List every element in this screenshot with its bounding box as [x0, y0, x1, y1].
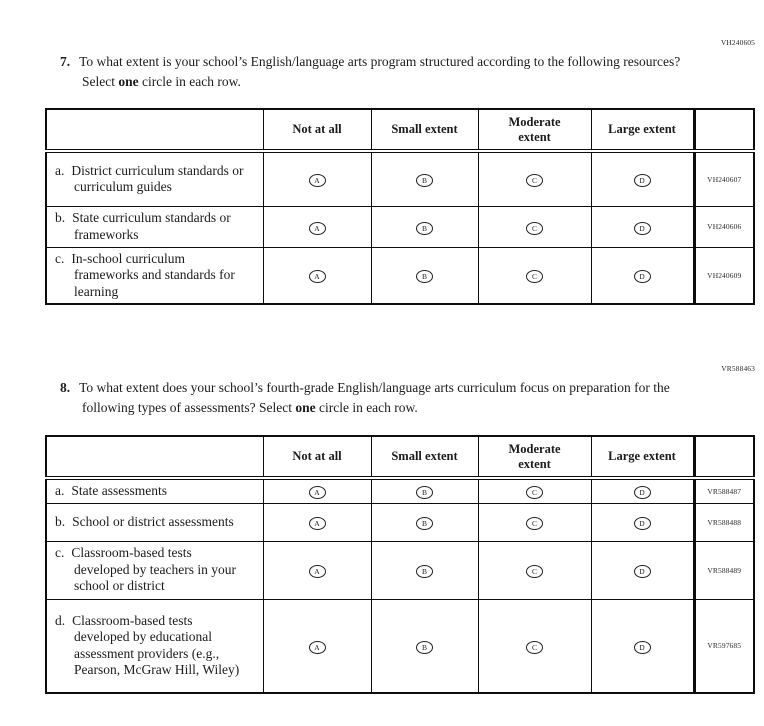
option-moderate-extent[interactable]: [478, 541, 591, 599]
option-moderate-extent[interactable]: [478, 478, 591, 503]
question-7-accession-code: VH240605: [720, 38, 755, 47]
row-code: VR588487: [694, 478, 754, 503]
circled-letter-icon: D: [634, 486, 651, 499]
row-label: a. State assessments: [46, 478, 263, 503]
option-not-at-all[interactable]: [263, 478, 371, 503]
circled-letter-icon: B: [416, 270, 433, 283]
circled-letter-icon: B: [416, 486, 433, 499]
header-code-cell: [694, 436, 754, 478]
option-small-extent[interactable]: [371, 206, 478, 247]
circled-letter-icon: C: [526, 565, 543, 578]
option-large-extent[interactable]: [591, 478, 694, 503]
row-code: VH240609: [694, 247, 754, 304]
option-large-extent[interactable]: [591, 247, 694, 304]
question-7-table: [45, 108, 755, 305]
circled-letter-icon: A: [309, 270, 326, 283]
option-large-extent[interactable]: [591, 599, 694, 693]
option-not-at-all[interactable]: [263, 247, 371, 304]
option-small-extent[interactable]: [371, 247, 478, 304]
row-code: VH240606: [694, 206, 754, 247]
circled-letter-icon: D: [634, 517, 651, 530]
circled-letter-icon: A: [309, 517, 326, 530]
row-label: a. District curriculum standards or curriculum guides: [46, 151, 263, 206]
option-not-at-all[interactable]: [263, 599, 371, 693]
option-large-extent[interactable]: [591, 206, 694, 247]
row-code: VH240607: [694, 151, 754, 206]
option-moderate-extent[interactable]: [478, 247, 591, 304]
option-small-extent[interactable]: [371, 151, 478, 206]
table-row: [46, 599, 754, 693]
option-moderate-extent[interactable]: [478, 599, 591, 693]
option-moderate-extent[interactable]: [478, 206, 591, 247]
option-small-extent[interactable]: [371, 599, 478, 693]
circled-letter-icon: C: [526, 641, 543, 654]
question-7-bold-word: one: [118, 73, 139, 89]
option-large-extent[interactable]: [591, 151, 694, 206]
column-header-large-extent: Large extent: [591, 109, 694, 151]
option-moderate-extent[interactable]: [478, 503, 591, 541]
circled-letter-icon: A: [309, 174, 326, 187]
table-row: [46, 206, 754, 247]
question-8-table: [45, 435, 755, 694]
option-not-at-all[interactable]: [263, 151, 371, 206]
column-header-small-extent: Small extent: [371, 436, 478, 478]
table-row: [46, 478, 754, 503]
row-code: VR597685: [694, 599, 754, 693]
option-not-at-all[interactable]: [263, 541, 371, 599]
column-header-moderate-extent: Moderate extent: [478, 109, 591, 151]
row-label: b. School or district assessments: [46, 503, 263, 541]
column-header-small-extent: Small extent: [371, 109, 478, 151]
circled-letter-icon: A: [309, 565, 326, 578]
circled-letter-icon: B: [416, 222, 433, 235]
question-7-number: 7.: [60, 54, 71, 69]
question-7-text-end: circle in each row.: [138, 73, 241, 89]
question-8-number: 8.: [60, 380, 71, 395]
column-header-not-at-all: Not at all: [263, 109, 371, 151]
circled-letter-icon: B: [416, 517, 433, 530]
circled-letter-icon: A: [309, 641, 326, 654]
option-small-extent[interactable]: [371, 478, 478, 503]
option-not-at-all[interactable]: [263, 503, 371, 541]
table-header-row: [46, 436, 754, 478]
row-code: VR588489: [694, 541, 754, 599]
option-large-extent[interactable]: [591, 503, 694, 541]
header-empty-cell: [46, 436, 263, 478]
circled-letter-icon: D: [634, 641, 651, 654]
question-7: [60, 52, 714, 91]
circled-letter-icon: D: [634, 222, 651, 235]
row-label: c. Classroom-based tests developed by teachers in your school or district: [46, 541, 263, 599]
question-8-bold-word: one: [295, 399, 316, 415]
question-8-accession-code: VR588463: [721, 364, 755, 373]
table-row: [46, 247, 754, 304]
row-label: c. In-school curriculum frameworks and standards for learning: [46, 247, 263, 304]
header-code-cell: [694, 109, 754, 151]
circled-letter-icon: A: [309, 486, 326, 499]
row-code: VR588488: [694, 503, 754, 541]
column-header-large-extent: Large extent: [591, 436, 694, 478]
circled-letter-icon: B: [416, 174, 433, 187]
header-empty-cell: [46, 109, 263, 151]
option-small-extent[interactable]: [371, 541, 478, 599]
circled-letter-icon: C: [526, 270, 543, 283]
option-not-at-all[interactable]: [263, 206, 371, 247]
circled-letter-icon: D: [634, 270, 651, 283]
circled-letter-icon: C: [526, 486, 543, 499]
table-header-row: [46, 109, 754, 151]
column-header-not-at-all: Not at all: [263, 436, 371, 478]
question-7-text: To what extent is your school’s English/language arts program structured according to the following resources? Select: [79, 54, 681, 89]
circled-letter-icon: C: [526, 517, 543, 530]
row-label: d. Classroom-based tests developed by educational assessment providers (e.g., Pearson, McGraw Hill, Wiley): [46, 599, 263, 693]
table-row: [46, 151, 754, 206]
circled-letter-icon: D: [634, 565, 651, 578]
circled-letter-icon: B: [416, 565, 433, 578]
question-8: [60, 378, 714, 417]
circled-letter-icon: A: [309, 222, 326, 235]
row-label: b. State curriculum standards or frameworks: [46, 206, 263, 247]
question-8-text-end: circle in each row.: [315, 399, 418, 415]
circled-letter-icon: D: [634, 174, 651, 187]
option-small-extent[interactable]: [371, 503, 478, 541]
question-8-text: To what extent does your school’s fourth-grade English/language arts curriculum focus on preparation for the following types of assessments? Select: [79, 380, 670, 415]
table-row: [46, 503, 754, 541]
option-moderate-extent[interactable]: [478, 151, 591, 206]
circled-letter-icon: B: [416, 641, 433, 654]
option-large-extent[interactable]: [591, 541, 694, 599]
circled-letter-icon: C: [526, 222, 543, 235]
circled-letter-icon: C: [526, 174, 543, 187]
column-header-moderate-extent: Moderate extent: [478, 436, 591, 478]
table-row: [46, 541, 754, 599]
